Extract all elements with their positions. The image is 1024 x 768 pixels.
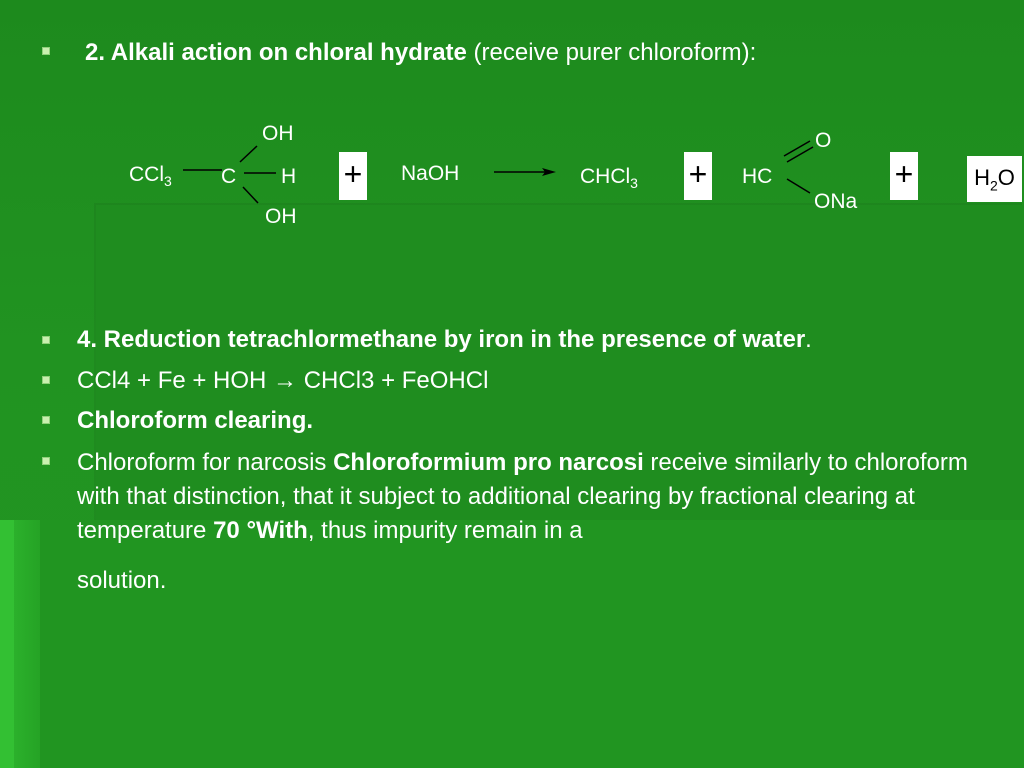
background-panel-lower [40,520,1024,768]
bullet-icon [42,336,50,344]
chcl-subscript: 3 [630,175,638,192]
narcosis-latin-name: Chloroformium pro narcosi [333,449,644,476]
reduction-bold-text: 4. Reduction tetrachlormethane by iron in the presence of water [77,326,806,353]
heading-reduction [77,325,812,355]
narcosis-last-line: solution. [77,567,167,594]
bond-hc-o-2 [787,147,813,162]
narcosis-text-pre: Chloroform for narcosis [77,449,334,476]
bullet-icon [42,457,50,465]
narcosis-temperature: 70 °With [213,517,308,544]
bond-c-oh-top [240,146,257,162]
water-subscript: 2 [989,177,998,194]
chcl3-product [580,165,638,195]
plus-sign-2: + [684,152,712,200]
reaction-scheme [0,0,1024,260]
formate-ona: ONa [814,190,858,213]
narcosis-text-mid: receive similarly to chloroform with that distinction, that it subject to additional clearing by fractional clearing at temperature [77,449,968,544]
heading-chloroform-clearing: Chloroform clearing. [77,407,314,434]
ccl-subscript: 3 [164,173,172,190]
heading-normal-text: (receive purer chloroform): [466,39,757,66]
formate-hc: HC [742,165,773,188]
water-o: O [997,165,1015,190]
water-product [967,156,1022,202]
carbon-atom: C [221,165,237,188]
bullet-icon [42,376,50,384]
hydroxyl-top: OH [262,122,294,145]
bond-hc-ona [787,179,810,193]
narcosis-paragraph [77,446,997,548]
reaction-bonds [0,0,1024,260]
ccl-text: CCl [129,163,164,186]
plus-sign-3: + [890,152,918,200]
narcosis-text-tail: , thus impurity remain in a [307,517,583,544]
chcl-text: CHCl [580,165,631,188]
ccl3-group [129,163,172,193]
naoh-reagent: NaOH [401,162,460,185]
bond-hc-o-1 [784,141,810,156]
hydroxyl-bottom: OH [265,205,297,228]
water-h: H [974,165,990,190]
bullet-icon [42,416,50,424]
reduction-normal-text: . [805,326,812,353]
hydrogen-atom: H [281,165,297,188]
heading-bold-text: 2. Alkali action on chloral hydrate [85,39,467,66]
equation-line: CCl4 + Fe + HOH → CHCl3 + FeOHCl [77,367,489,394]
bond-c-oh-bottom [243,187,258,203]
background-strip-bright [0,520,14,768]
formate-oxygen: O [815,129,832,152]
plus-sign-1: + [339,152,367,200]
